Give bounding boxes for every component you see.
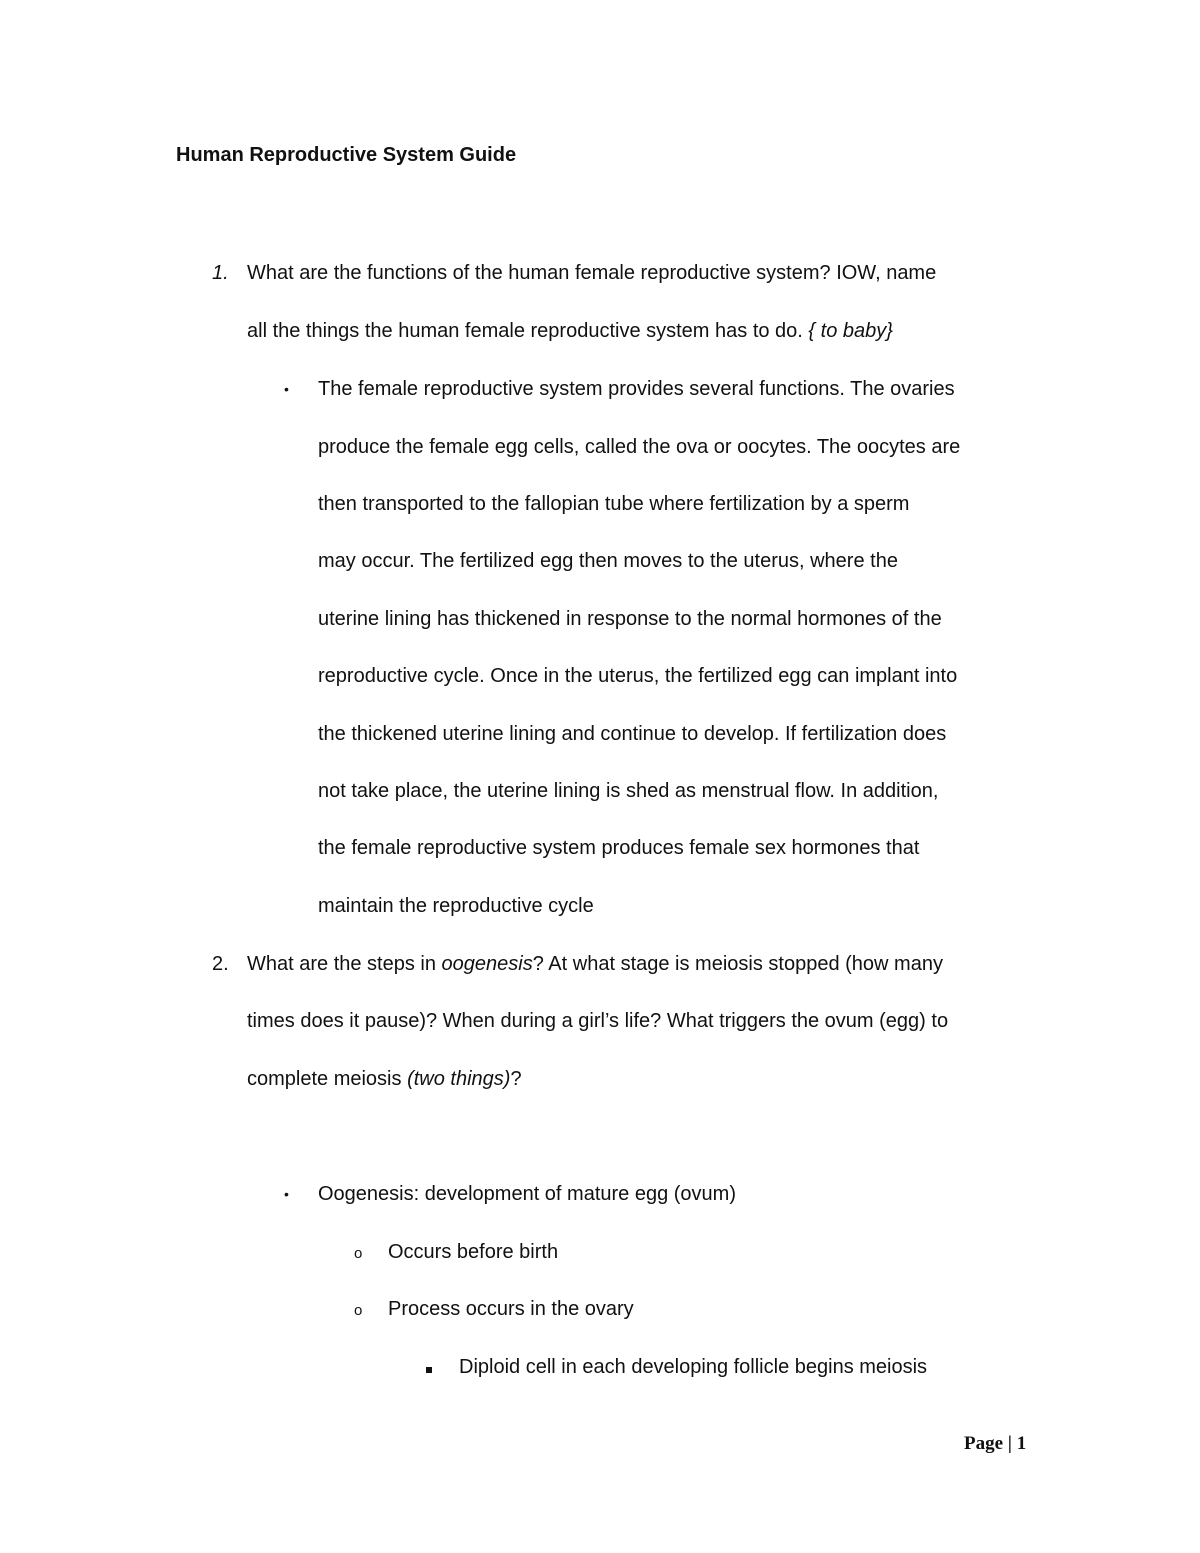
answer-1-line: reproductive cycle. Once in the uterus, the fertilized egg can implant into — [318, 665, 958, 687]
bullet-dot: • — [284, 1186, 289, 1202]
question-2-line-2: times does it pause)? When during a girl’s life? What triggers the ovum (egg) to — [247, 1010, 949, 1032]
question-2-line-1 — [247, 950, 943, 978]
answer-1-line: then transported to the fallopian tube where fertilization by a sperm — [318, 493, 910, 515]
answer-1-line: The female reproductive system provides several functions. The ovaries — [318, 378, 955, 400]
question-1-line-2-text: all the things the human female reproductive system has to do. — [247, 320, 803, 342]
question-2-line-1-a: What are the steps in — [247, 953, 436, 975]
answer-1-line: the thickened uterine lining and continue to develop. If fertilization does — [318, 723, 947, 745]
page-number: Page | 1 — [964, 1433, 1027, 1454]
question-2-line-3-a: complete meiosis — [247, 1068, 402, 1090]
question-2-number: 2. — [212, 953, 229, 975]
answer-2-sub-item: Process occurs in the ovary — [388, 1298, 634, 1320]
question-2-line-1-b: ? At what stage is meiosis stopped (how many — [532, 953, 943, 975]
question-1-number: 1. — [212, 262, 229, 284]
question-2-line-3-italic: (two things) — [407, 1068, 511, 1090]
document-title: Human Reproductive System Guide — [176, 144, 517, 166]
answer-2-bullet: Oogenesis: development of mature egg (ovum) — [318, 1183, 736, 1205]
circle-bullet-icon: o — [354, 1245, 363, 1262]
question-1-line-2 — [247, 317, 893, 345]
question-2-line-3 — [247, 1065, 522, 1093]
bullet-dot: • — [284, 381, 289, 397]
answer-1-line: not take place, the uterine lining is shed as menstrual flow. In addition, — [318, 780, 939, 802]
answer-1-line: maintain the reproductive cycle — [318, 895, 594, 917]
question-1-line-1: What are the functions of the human female reproductive system? IOW, name — [247, 262, 937, 284]
question-2-line-3-b: ? — [510, 1068, 522, 1090]
answer-2-sub-item: Occurs before birth — [388, 1241, 559, 1263]
circle-bullet-icon: o — [354, 1302, 363, 1319]
question-1-line-2-italic: { to baby} — [808, 320, 893, 342]
question-2-line-1-italic: oogenesis — [441, 953, 533, 975]
answer-1-line: may occur. The fertilized egg then moves to the uterus, where the — [318, 550, 898, 572]
answer-2-sub-sub-item: Diploid cell in each developing follicle begins meiosis — [459, 1356, 928, 1378]
answer-1-line: produce the female egg cells, called the ova or oocytes. The oocytes are — [318, 436, 961, 458]
square-bullet-icon — [426, 1367, 432, 1373]
answer-1-line: uterine lining has thickened in response to the normal hormones of the — [318, 608, 942, 630]
answer-1-line: the female reproductive system produces female sex hormones that — [318, 837, 920, 859]
